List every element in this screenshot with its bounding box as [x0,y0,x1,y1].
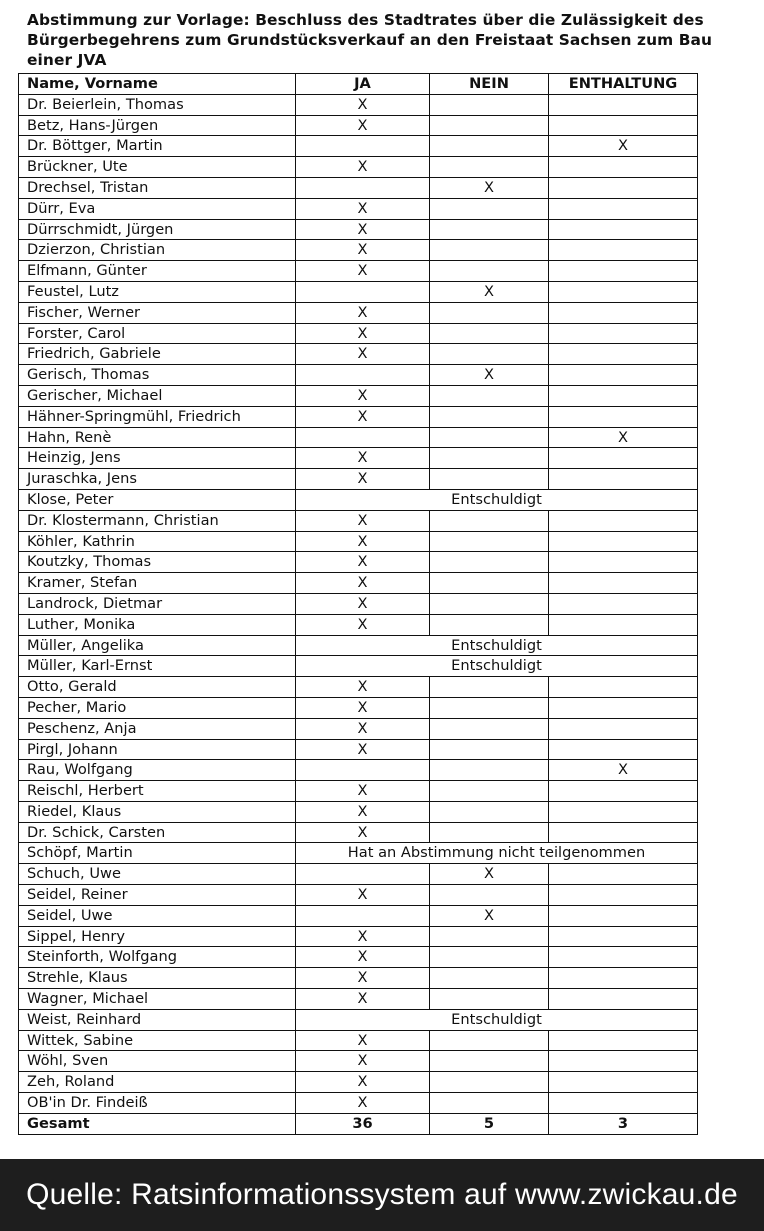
vote-nein [430,801,549,822]
vote-ja: X [296,531,430,552]
table-row [19,489,698,510]
vote-ja: X [296,344,430,365]
vote-ja [296,864,430,885]
table-row [19,739,698,760]
vote-nein [430,448,549,469]
table-row [19,94,698,115]
total-nein: 5 [430,1113,549,1134]
member-name: Strehle, Klaus [19,968,296,989]
vote-enthaltung [549,1072,698,1093]
vote-nein [430,261,549,282]
vote-ja: X [296,115,430,136]
vote-enthaltung [549,406,698,427]
table-row [19,323,698,344]
table-row [19,718,698,739]
member-name: Elfmann, Günter [19,261,296,282]
vote-enthaltung [549,593,698,614]
vote-ja: X [296,614,430,635]
member-name: Weist, Reinhard [19,1009,296,1030]
table-row [19,843,698,864]
vote-note: Entschuldigt [296,1009,698,1030]
total-enthaltung: 3 [549,1113,698,1134]
member-name: Luther, Monika [19,614,296,635]
total-ja: 36 [296,1113,430,1134]
vote-enthaltung [549,801,698,822]
vote-ja: X [296,385,430,406]
member-name: Rau, Wolfgang [19,760,296,781]
member-name: Dzierzon, Christian [19,240,296,261]
table-row [19,822,698,843]
member-name: Wöhl, Sven [19,1051,296,1072]
table-row [19,469,698,490]
vote-note: Entschuldigt [296,635,698,656]
table-header-row [19,74,698,95]
member-name: Steinforth, Wolfgang [19,947,296,968]
vote-ja: X [296,697,430,718]
vote-enthaltung [549,385,698,406]
vote-enthaltung [549,573,698,594]
vote-nein [430,989,549,1010]
vote-ja: X [296,718,430,739]
vote-nein [430,573,549,594]
vote-ja [296,427,430,448]
header-name: Name, Vorname [19,74,296,95]
vote-ja [296,177,430,198]
member-name: Dürr, Eva [19,198,296,219]
table-row [19,656,698,677]
vote-nein [430,947,549,968]
vote-enthaltung: X [549,136,698,157]
table-row [19,781,698,802]
vote-ja: X [296,593,430,614]
vote-enthaltung [549,448,698,469]
member-name: Köhler, Kathrin [19,531,296,552]
table-row [19,344,698,365]
vote-nein: X [430,177,549,198]
vote-enthaltung [549,614,698,635]
vote-ja: X [296,1030,430,1051]
vote-ja: X [296,1093,430,1114]
vote-note: Entschuldigt [296,656,698,677]
table-row [19,219,698,240]
table-row [19,635,698,656]
table-row [19,1030,698,1051]
vote-ja: X [296,1072,430,1093]
vote-nein: X [430,905,549,926]
vote-nein [430,1051,549,1072]
member-name: Friedrich, Gabriele [19,344,296,365]
member-name: Gerisch, Thomas [19,365,296,386]
vote-nein [430,136,549,157]
vote-ja: X [296,302,430,323]
vote-nein [430,614,549,635]
vote-enthaltung [549,94,698,115]
member-name: Wagner, Michael [19,989,296,1010]
vote-nein: X [430,864,549,885]
header-ja: JA [296,74,430,95]
vote-nein [430,302,549,323]
vote-enthaltung: X [549,760,698,781]
vote-nein [430,739,549,760]
table-row [19,448,698,469]
vote-nein [430,510,549,531]
member-name: OB'in Dr. Findeiß [19,1093,296,1114]
vote-note: Entschuldigt [296,489,698,510]
source-footer: Quelle: Ratsinformationssystem auf www.zwickau.de [0,1159,764,1231]
vote-enthaltung [549,115,698,136]
vote-ja: X [296,261,430,282]
member-name: Dr. Böttger, Martin [19,136,296,157]
table-row [19,989,698,1010]
member-name: Pecher, Mario [19,697,296,718]
member-name: Drechsel, Tristan [19,177,296,198]
vote-ja: X [296,552,430,573]
vote-enthaltung [549,323,698,344]
table-row [19,136,698,157]
table-row [19,697,698,718]
member-name: Zeh, Roland [19,1072,296,1093]
vote-ja: X [296,323,430,344]
vote-nein [430,219,549,240]
member-name: Reischl, Herbert [19,781,296,802]
table-row [19,1072,698,1093]
table-row [19,614,698,635]
total-label: Gesamt [19,1113,296,1134]
vote-enthaltung [549,198,698,219]
member-name: Müller, Angelika [19,635,296,656]
vote-enthaltung [549,947,698,968]
vote-enthaltung [549,157,698,178]
member-name: Klose, Peter [19,489,296,510]
vote-enthaltung [549,240,698,261]
table-row [19,365,698,386]
vote-enthaltung [549,1093,698,1114]
vote-ja: X [296,781,430,802]
table-row [19,864,698,885]
member-name: Gerischer, Michael [19,385,296,406]
vote-enthaltung [549,989,698,1010]
vote-nein [430,115,549,136]
vote-ja: X [296,885,430,906]
member-name: Forster, Carol [19,323,296,344]
table-row [19,406,698,427]
vote-ja: X [296,573,430,594]
header-enthaltung: ENTHALTUNG [549,74,698,95]
table-row [19,261,698,282]
vote-nein [430,198,549,219]
table-row [19,801,698,822]
vote-table-body [19,94,698,1113]
vote-enthaltung [549,510,698,531]
vote-enthaltung [549,281,698,302]
vote-enthaltung [549,1051,698,1072]
vote-nein [430,469,549,490]
vote-enthaltung [549,344,698,365]
member-name: Kramer, Stefan [19,573,296,594]
table-row [19,1093,698,1114]
vote-enthaltung [549,219,698,240]
table-row [19,968,698,989]
vote-nein [430,697,549,718]
vote-enthaltung [549,261,698,282]
vote-ja [296,281,430,302]
vote-enthaltung [549,968,698,989]
table-row [19,552,698,573]
vote-enthaltung [549,905,698,926]
member-name: Schöpf, Martin [19,843,296,864]
table-row [19,281,698,302]
member-name: Wittek, Sabine [19,1030,296,1051]
vote-enthaltung [549,822,698,843]
vote-enthaltung [549,177,698,198]
vote-nein [430,677,549,698]
vote-ja: X [296,801,430,822]
table-row [19,510,698,531]
vote-nein [430,531,549,552]
member-name: Feustel, Lutz [19,281,296,302]
member-name: Peschenz, Anja [19,718,296,739]
vote-nein [430,968,549,989]
vote-ja: X [296,739,430,760]
vote-nein [430,1093,549,1114]
vote-ja [296,760,430,781]
member-name: Heinzig, Jens [19,448,296,469]
member-name: Hähner-Springmühl, Friedrich [19,406,296,427]
member-name: Koutzky, Thomas [19,552,296,573]
vote-enthaltung [549,302,698,323]
table-row [19,115,698,136]
member-name: Sippel, Henry [19,926,296,947]
vote-enthaltung [549,864,698,885]
vote-nein [430,323,549,344]
vote-nein [430,593,549,614]
vote-nein [430,1030,549,1051]
member-name: Riedel, Klaus [19,801,296,822]
vote-ja: X [296,448,430,469]
vote-nein [430,427,549,448]
vote-enthaltung [549,885,698,906]
document-title: Abstimmung zur Vorlage: Beschluss des Stadtrates über die Zulässigkeit des Bürgerbegehrens zum Grundstücksverkauf an den Freistaat Sachsen zum Bau einer JVA [27,11,713,69]
vote-enthaltung [549,1030,698,1051]
table-row [19,302,698,323]
member-name: Fischer, Werner [19,302,296,323]
table-row [19,385,698,406]
vote-note: Hat an Abstimmung nicht teilgenommen [296,843,698,864]
vote-ja: X [296,219,430,240]
table-row [19,240,698,261]
member-name: Dr. Schick, Carsten [19,822,296,843]
vote-enthaltung: X [549,427,698,448]
member-name: Landrock, Dietmar [19,593,296,614]
table-row [19,177,698,198]
table-row [19,593,698,614]
vote-table [18,73,698,1135]
vote-nein [430,94,549,115]
vote-ja: X [296,968,430,989]
vote-nein [430,406,549,427]
vote-nein [430,157,549,178]
vote-ja: X [296,510,430,531]
vote-nein [430,926,549,947]
table-row [19,531,698,552]
vote-ja: X [296,157,430,178]
member-name: Dr. Beierlein, Thomas [19,94,296,115]
vote-nein [430,385,549,406]
table-row [19,926,698,947]
vote-enthaltung [549,718,698,739]
member-name: Schuch, Uwe [19,864,296,885]
vote-ja: X [296,469,430,490]
vote-enthaltung [549,552,698,573]
table-row [19,1051,698,1072]
table-row [19,885,698,906]
vote-nein [430,822,549,843]
vote-nein [430,718,549,739]
member-name: Otto, Gerald [19,677,296,698]
vote-nein [430,552,549,573]
vote-ja: X [296,677,430,698]
vote-enthaltung [549,781,698,802]
vote-nein [430,885,549,906]
vote-ja: X [296,1051,430,1072]
table-row [19,905,698,926]
vote-ja [296,905,430,926]
member-name: Dr. Klostermann, Christian [19,510,296,531]
member-name: Pirgl, Johann [19,739,296,760]
vote-ja: X [296,926,430,947]
vote-ja [296,365,430,386]
table-row [19,157,698,178]
vote-nein [430,344,549,365]
member-name: Brückner, Ute [19,157,296,178]
member-name: Betz, Hans-Jürgen [19,115,296,136]
table-row [19,947,698,968]
vote-nein [430,760,549,781]
member-name: Seidel, Reiner [19,885,296,906]
vote-nein: X [430,281,549,302]
vote-ja: X [296,240,430,261]
vote-ja: X [296,989,430,1010]
table-row [19,427,698,448]
vote-nein [430,781,549,802]
total-row [19,1113,698,1134]
member-name: Seidel, Uwe [19,905,296,926]
vote-enthaltung [549,677,698,698]
table-row [19,677,698,698]
vote-ja: X [296,94,430,115]
vote-enthaltung [549,697,698,718]
member-name: Müller, Karl-Ernst [19,656,296,677]
vote-ja [296,136,430,157]
vote-enthaltung [549,531,698,552]
header-nein: NEIN [430,74,549,95]
vote-nein [430,1072,549,1093]
vote-enthaltung [549,926,698,947]
vote-enthaltung [549,469,698,490]
table-row [19,1009,698,1030]
member-name: Juraschka, Jens [19,469,296,490]
table-row [19,573,698,594]
member-name: Dürrschmidt, Jürgen [19,219,296,240]
table-row [19,760,698,781]
vote-nein: X [430,365,549,386]
vote-nein [430,240,549,261]
member-name: Hahn, Renè [19,427,296,448]
vote-ja: X [296,406,430,427]
vote-ja: X [296,198,430,219]
vote-ja: X [296,947,430,968]
table-row [19,198,698,219]
vote-enthaltung [549,739,698,760]
vote-ja: X [296,822,430,843]
vote-enthaltung [549,365,698,386]
